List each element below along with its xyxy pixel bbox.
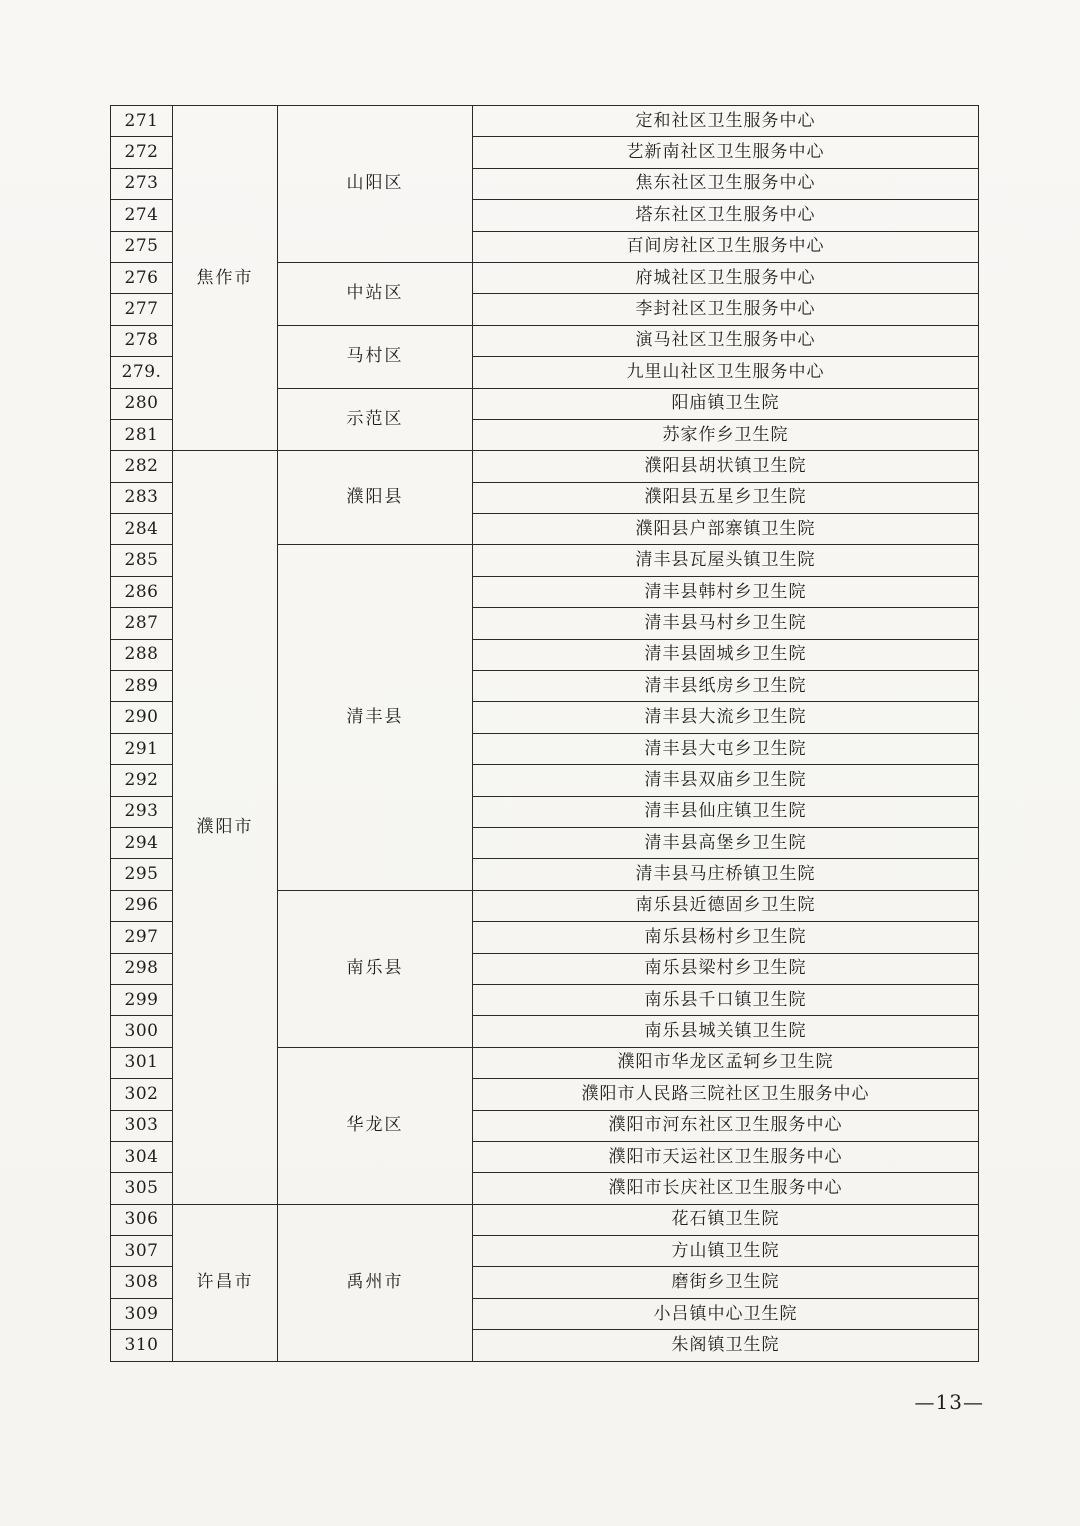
row-number: 292 <box>111 765 173 796</box>
row-number: 272 <box>111 137 173 168</box>
row-number: 274 <box>111 200 173 231</box>
institution-name: 濮阳县五星乡卫生院 <box>473 482 979 513</box>
institution-name: 南乐县杨村乡卫生院 <box>473 922 979 953</box>
row-number: 297 <box>111 922 173 953</box>
institution-name: 清丰县大流乡卫生院 <box>473 702 979 733</box>
row-number: 285 <box>111 545 173 576</box>
row-number: 303 <box>111 1110 173 1141</box>
institution-name: 艺新南社区卫生服务中心 <box>473 137 979 168</box>
institution-name: 阳庙镇卫生院 <box>473 388 979 419</box>
institution-name: 清丰县固城乡卫生院 <box>473 639 979 670</box>
county-cell: 南乐县 <box>278 890 473 1047</box>
row-number: 306 <box>111 1204 173 1235</box>
institution-name: 清丰县马村乡卫生院 <box>473 608 979 639</box>
row-number: 307 <box>111 1236 173 1267</box>
city-cell: 许昌市 <box>173 1204 278 1361</box>
row-number: 309 <box>111 1298 173 1329</box>
row-number: 286 <box>111 576 173 607</box>
row-number: 281 <box>111 419 173 450</box>
institution-name: 清丰县双庙乡卫生院 <box>473 765 979 796</box>
institution-name: 府城社区卫生服务中心 <box>473 262 979 293</box>
page-number: —13— <box>914 1390 984 1414</box>
row-number: 305 <box>111 1173 173 1204</box>
institution-name: 演马社区卫生服务中心 <box>473 325 979 356</box>
institution-name: 南乐县城关镇卫生院 <box>473 1016 979 1047</box>
institution-name: 李封社区卫生服务中心 <box>473 294 979 325</box>
row-number: 275 <box>111 231 173 262</box>
county-cell: 中站区 <box>278 262 473 325</box>
row-number: 276 <box>111 262 173 293</box>
table-row <box>111 106 979 137</box>
county-cell: 山阳区 <box>278 106 473 263</box>
row-number: 301 <box>111 1047 173 1078</box>
row-number: 277 <box>111 294 173 325</box>
row-number: 290 <box>111 702 173 733</box>
row-number: 310 <box>111 1330 173 1361</box>
institution-name: 清丰县高堡乡卫生院 <box>473 827 979 858</box>
row-number: 279. <box>111 357 173 388</box>
institution-name: 清丰县韩村乡卫生院 <box>473 576 979 607</box>
row-number: 278 <box>111 325 173 356</box>
row-number: 298 <box>111 953 173 984</box>
row-number: 308 <box>111 1267 173 1298</box>
county-cell: 示范区 <box>278 388 473 451</box>
institution-name: 小吕镇中心卫生院 <box>473 1298 979 1329</box>
institution-name: 清丰县瓦屋头镇卫生院 <box>473 545 979 576</box>
county-cell: 濮阳县 <box>278 451 473 545</box>
row-number: 299 <box>111 984 173 1015</box>
institution-name: 濮阳市华龙区孟轲乡卫生院 <box>473 1047 979 1078</box>
institution-name: 清丰县马庄桥镇卫生院 <box>473 859 979 890</box>
institution-name: 濮阳县胡状镇卫生院 <box>473 451 979 482</box>
row-number: 273 <box>111 168 173 199</box>
row-number: 300 <box>111 1016 173 1047</box>
institution-name: 磨街乡卫生院 <box>473 1267 979 1298</box>
row-number: 282 <box>111 451 173 482</box>
county-cell: 马村区 <box>278 325 473 388</box>
institution-name: 焦东社区卫生服务中心 <box>473 168 979 199</box>
institution-name: 定和社区卫生服务中心 <box>473 106 979 137</box>
institution-name: 九里山社区卫生服务中心 <box>473 357 979 388</box>
table-row <box>111 1204 979 1235</box>
institution-name: 塔东社区卫生服务中心 <box>473 200 979 231</box>
institution-table <box>110 105 979 1362</box>
row-number: 284 <box>111 514 173 545</box>
city-cell: 焦作市 <box>173 106 278 451</box>
table-row <box>111 451 979 482</box>
row-number: 283 <box>111 482 173 513</box>
institution-name: 方山镇卫生院 <box>473 1236 979 1267</box>
institution-name: 花石镇卫生院 <box>473 1204 979 1235</box>
institution-name: 南乐县近德固乡卫生院 <box>473 890 979 921</box>
county-cell: 华龙区 <box>278 1047 473 1204</box>
row-number: 304 <box>111 1141 173 1172</box>
institution-name: 濮阳市天运社区卫生服务中心 <box>473 1141 979 1172</box>
row-number: 295 <box>111 859 173 890</box>
row-number: 288 <box>111 639 173 670</box>
institution-name: 濮阳市人民路三院社区卫生服务中心 <box>473 1079 979 1110</box>
row-number: 280 <box>111 388 173 419</box>
row-number: 294 <box>111 827 173 858</box>
row-number: 296 <box>111 890 173 921</box>
institution-name: 苏家作乡卫生院 <box>473 419 979 450</box>
institution-name: 清丰县纸房乡卫生院 <box>473 671 979 702</box>
row-number: 291 <box>111 733 173 764</box>
row-number: 293 <box>111 796 173 827</box>
row-number: 287 <box>111 608 173 639</box>
institution-name: 百间房社区卫生服务中心 <box>473 231 979 262</box>
institution-name: 清丰县大屯乡卫生院 <box>473 733 979 764</box>
institution-name: 南乐县梁村乡卫生院 <box>473 953 979 984</box>
institution-name: 濮阳市河东社区卫生服务中心 <box>473 1110 979 1141</box>
county-cell: 清丰县 <box>278 545 473 890</box>
institution-name: 朱阁镇卫生院 <box>473 1330 979 1361</box>
institution-name: 南乐县千口镇卫生院 <box>473 984 979 1015</box>
institution-name: 清丰县仙庄镇卫生院 <box>473 796 979 827</box>
institution-name: 濮阳市长庆社区卫生服务中心 <box>473 1173 979 1204</box>
city-cell: 濮阳市 <box>173 451 278 1204</box>
row-number: 302 <box>111 1079 173 1110</box>
row-number: 289 <box>111 671 173 702</box>
institution-table-body <box>111 106 979 1362</box>
institution-name: 濮阳县户部寨镇卫生院 <box>473 514 979 545</box>
row-number: 271 <box>111 106 173 137</box>
county-cell: 禹州市 <box>278 1204 473 1361</box>
